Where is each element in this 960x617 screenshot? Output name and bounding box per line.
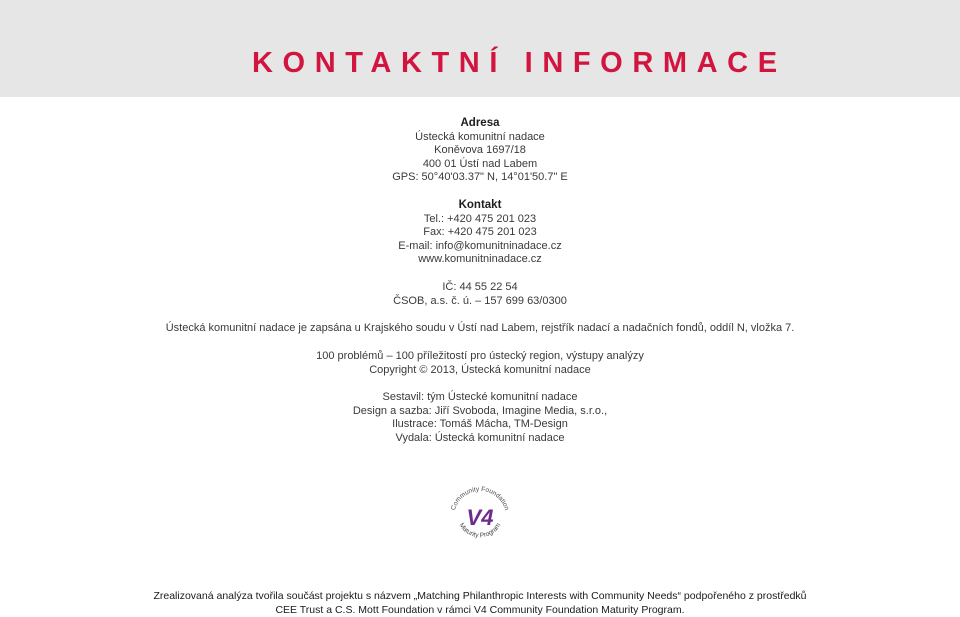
credits-line: Design a sazba: Jiří Svoboda, Imagine Media, s.r.o., (352, 404, 608, 417)
fax-line: Fax: +420 475 201 023 (423, 226, 537, 239)
publication-title-line: 100 problémů – 100 příležitostí pro ústecký region, výstupy analýzy (316, 350, 644, 362)
company-id-line: IČ: 44 55 22 54 (442, 281, 518, 293)
v4-mark: V4 (466, 505, 494, 530)
address-line: Koněvova 1697/18 (434, 144, 526, 157)
v4-community-foundation-logo (446, 481, 514, 549)
phone-line: Tel.: +420 475 201 023 (423, 212, 537, 225)
email-line: E-mail: info@komunitninadace.cz (398, 239, 562, 252)
bank-account-line: ČSOB, a.s. č. ú. – 157 699 63/0300 (393, 294, 567, 307)
website-line: www.komunitninadace.cz (418, 253, 542, 266)
page-title: KONTAKTNÍ INFORMACE (252, 47, 787, 79)
footer-line: CEE Trust a C.S. Mott Foundation v rámci V4 Community Foundation Maturity Program. (275, 604, 685, 616)
logo-ring-text-bottom: Maturity Program (457, 521, 503, 540)
gps-line: GPS: 50°40'03.37" N, 14°01'50.7" E (392, 171, 568, 184)
address-line: Ústecká komunitní nadace (415, 130, 545, 143)
address-line: 400 01 Ústí nad Labem (422, 157, 538, 170)
contact-heading: Kontakt (458, 199, 502, 211)
footer-note (0, 589, 960, 617)
credits-line: Vydala: Ústecká komunitní nadace (395, 431, 565, 444)
logo-ring-text-top: Community Foundation (449, 485, 511, 512)
ids-section (0, 281, 960, 308)
registry-section (0, 322, 960, 336)
credits-line: Ilustrace: Tomáš Mácha, TM-Design (392, 418, 568, 431)
footer-line: Zrealizovaná analýza tvořila součást projektu s názvem „Matching Philanthropic Interests with Community Needs“ podpořeného z prostředků (153, 590, 807, 602)
registry-note: Ústecká komunitní nadace je zapsána u Krajského soudu v Ústí nad Labem, rejstřík nadací a nadačních fondů, oddíl N, vložka 7. (165, 322, 795, 334)
copyright-line: Copyright © 2013, Ústecká komunitní nadace (369, 363, 591, 376)
publication-section (0, 350, 960, 377)
address-heading: Adresa (460, 117, 500, 129)
header-band (0, 0, 960, 97)
contact-section (0, 199, 960, 267)
credits-section (0, 391, 960, 445)
address-section (0, 117, 960, 185)
credits-line: Sestavil: tým Ústecké komunitní nadace (382, 391, 578, 403)
